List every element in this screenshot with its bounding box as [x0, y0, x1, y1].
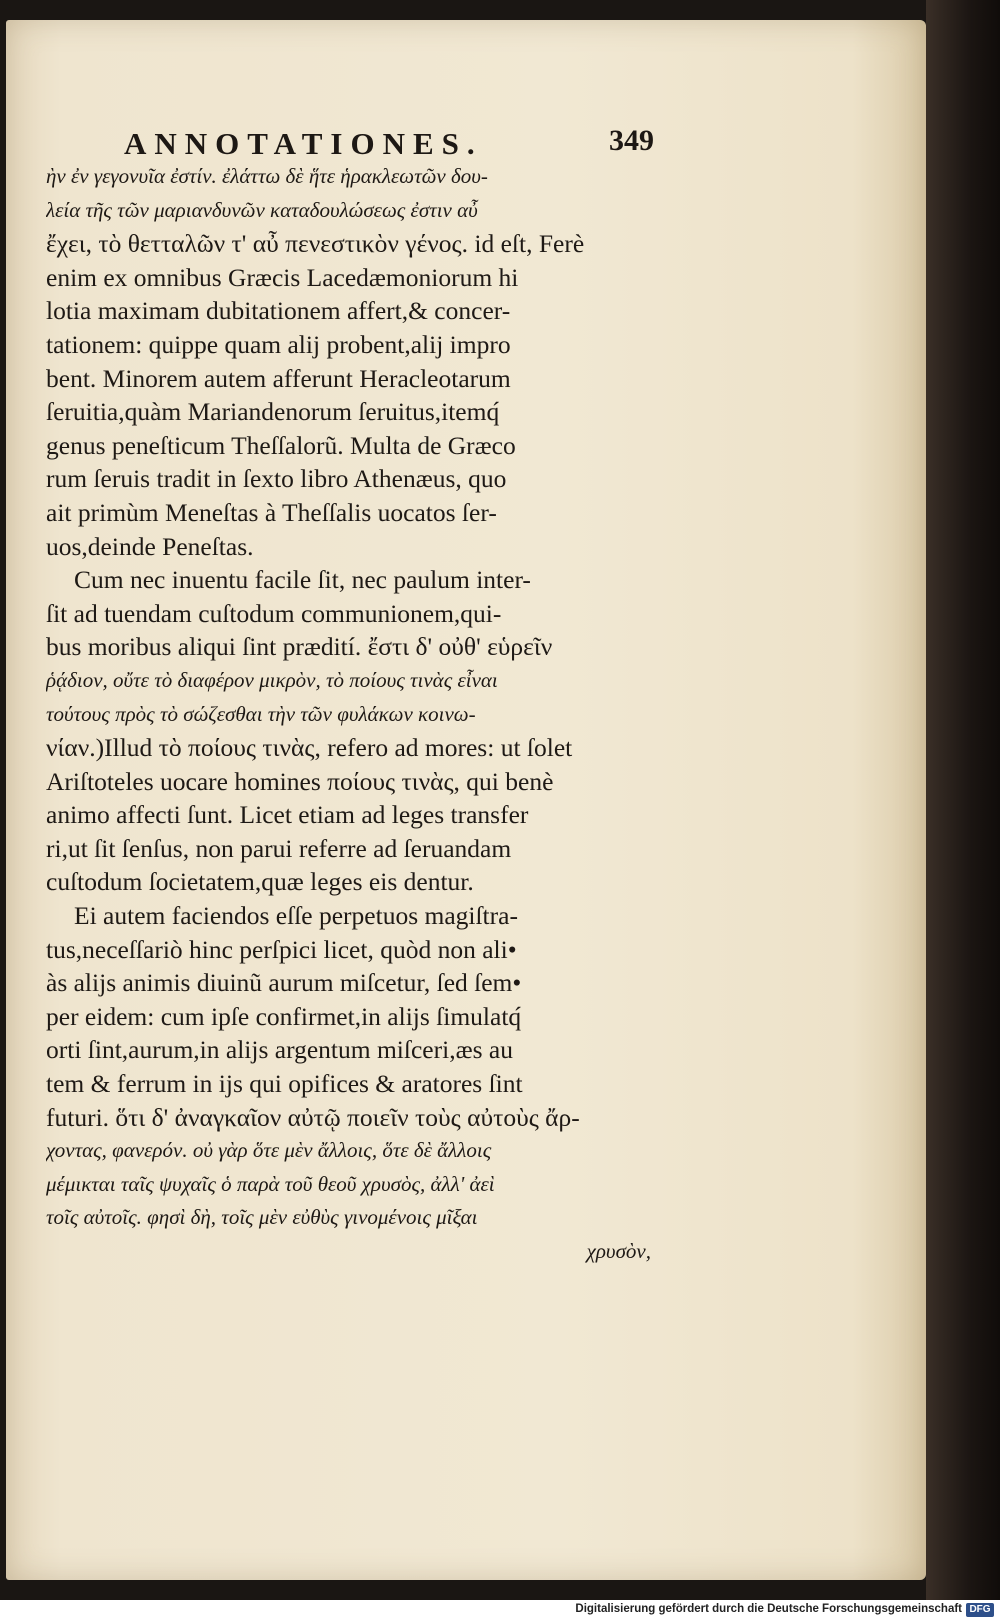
text-line: uos,deinde Peneſtas. [46, 531, 254, 561]
text-line: rum ſeruis tradit in ſexto libro Athenæus, quo [46, 464, 507, 494]
text-line-greek: ὴν ἐν γεγονυῖα ἐστίν. ἐλάττω δὲ ἥτε ἡρακλεωτῶν δου- [46, 164, 488, 188]
text-line: às alijs animis diuinũ aurum miſcetur, ſed ſem• [46, 968, 522, 998]
funding-credit: Digitalisierung gefördert durch die Deutsche Forschungsgemeinschaft [575, 1603, 962, 1615]
text-line: ſit ad tuendam cuſtodum communionem,qui- [46, 598, 502, 628]
text-line: cuſtodum ſocietatem,quæ leges eis dentur. [46, 867, 474, 897]
body-text [46, 160, 661, 1269]
text-line: Cum nec inuentu facile ſit, nec paulum inter- [74, 565, 531, 595]
text-line: per eidem: cum ipſe confirmet,in alijs ſimulatq́ [46, 1001, 522, 1031]
text-line-greek: χοντας, φανερόν. οὐ γὰρ ὅτε μὲν ἄλλοις, ὅτε δὲ ἄλλοις [46, 1138, 492, 1163]
book-page [6, 20, 926, 1580]
text-line-greek: ῥᾴδιον, οὔτε τὸ διαφέρον μικρὸν, τὸ ποίους τινὰς εἶναι [46, 667, 498, 692]
footer-bar [0, 1600, 1000, 1621]
running-head: ANNOTATIONES. [124, 126, 483, 161]
text-line-greek: μέμικται ταῖς ψυχαῖς ὁ παρὰ τοῦ θεοῦ χρυσὸς, ἀλλ' ἀεὶ [46, 1171, 495, 1196]
text-line: Ariſtoteles uocare homines ποίους τινὰς, qui benè [46, 766, 554, 796]
text-line: ri,ut ſit ſenſus, non parui referre ad ſeruandam [46, 833, 512, 863]
text-line: tus,neceſſariò hinc perſpici licet, quòd non ali• [46, 934, 517, 964]
text-line: ait primùm Meneſtas à Theſſalis uocatos ſer- [46, 497, 497, 527]
text-line: enim ex omnibus Græcis Lacedæmoniorum hi [46, 262, 519, 292]
page-number: 349 [609, 124, 654, 157]
text-line: tem & ferrum in ijs qui opifices & aratores ſint [46, 1069, 523, 1099]
dfg-logo-icon: DFG [966, 1603, 994, 1617]
text-line: animo affecti ſunt. Licet etiam ad leges transfer [46, 800, 529, 830]
book-spine [926, 0, 1000, 1600]
text-line: ſeruitia,quàm Mariandenorum ſeruitus,itemq́ [46, 397, 500, 427]
text-line: tationem: quippe quam alij probent,alij impro [46, 329, 511, 359]
text-line: bent. Minorem autem afferunt Heracleotarum [46, 363, 511, 393]
text-line: bus moribus aliqui ſint prædití. ἔστι δ' οὐθ' εὑρεῖν [46, 632, 553, 662]
text-line: ἔχει, τὸ θετταλῶν τ' αὖ πενεστικὸν γένος. id eſt, Ferè [46, 229, 585, 259]
text-line-greek: λεία τῆς τῶν μαριανδυνῶν καταδουλώσεως ἐστιν αὖ [46, 197, 478, 222]
text-line: orti ſint,aurum,in alijs argentum miſceri,æs au [46, 1035, 513, 1065]
text-line: νίαν.)Illud τὸ ποίους τινὰς, refero ad mores: ut ſolet [46, 733, 573, 763]
text-line-greek: τούτους πρὸς τὸ σώζεσθαι τὴν τῶν φυλάκων κοινω- [46, 701, 476, 726]
text-line: futuri. ὅτι δ' ἀναγκαῖον αὐτῷ ποιεῖν τοὺς αὐτοὺς ἄρ- [46, 1102, 580, 1132]
catchword: χρυσὸν, [586, 1239, 651, 1263]
text-line-greek: τοῖς αὐτοῖς. φησὶ δὴ, τοῖς μὲν εὐθὺς γινομένοις μῖξαι [46, 1205, 478, 1230]
text-line: lotia maximam dubitationem affert,& concer- [46, 296, 511, 326]
text-line: genus peneſticum Theſſalorũ. Multa de Græco [46, 430, 516, 460]
text-line: Ei autem faciendos eſſe perpetuos magiſtra- [74, 901, 518, 931]
